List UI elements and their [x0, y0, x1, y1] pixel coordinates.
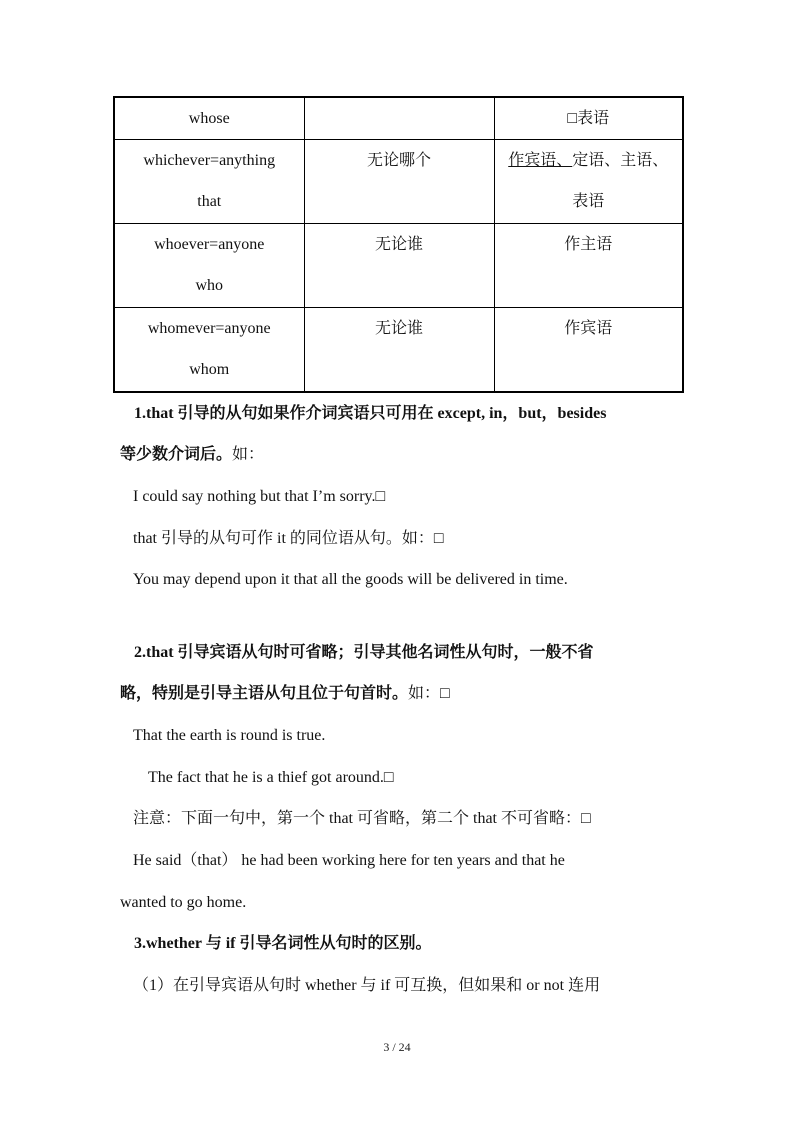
table-cell-meaning — [304, 97, 494, 140]
table-cell-word: whose — [114, 97, 304, 140]
section-2-heading-cont — [120, 682, 794, 706]
table-cell-meaning: 无论哪个 — [304, 140, 494, 224]
example-sentence: I could say nothing but that I’m sorry.□ — [133, 488, 386, 505]
table-row — [114, 97, 683, 140]
paragraph-text: （1）在引导宾语从句时 whether 与 if 可互换，但如果和 or not 连用 — [133, 977, 601, 994]
example-sentence: That the earth is round is true. — [133, 727, 326, 744]
section-3-heading: 3.whether 与 if 引导名词性从句时的区别。 — [134, 935, 432, 952]
section-2-heading: 2.that 引导宾语从句时可省略；引导其他名词性从句时，一般不省 — [134, 644, 594, 661]
heading-tail: 如： — [232, 446, 265, 463]
table-row — [114, 308, 683, 393]
table-cell-word: whomever=anyone whom — [114, 308, 304, 393]
cell-text: 定语、主语、 表语 — [572, 152, 669, 210]
example-sentence-cont: wanted to go home. — [120, 894, 247, 911]
table-cell-function: 作主语 — [494, 224, 683, 308]
table-row — [114, 140, 683, 224]
example-sentence: You may depend upon it that all the goods will be delivered in time. — [133, 571, 568, 588]
heading-tail: 如：□ — [408, 685, 450, 702]
table-cell-function: 作宾语 — [494, 308, 683, 393]
table-cell-word: whichever=anything that — [114, 140, 304, 224]
pronoun-table — [113, 96, 684, 393]
heading-text: 略，特别是引导主语从句且位于句首时。 — [120, 685, 409, 702]
underlined-text: 作宾语、 — [508, 152, 573, 169]
table-cell-meaning: 无论谁 — [304, 224, 494, 308]
table-cell-function: □表语 — [494, 97, 683, 140]
table-row — [114, 224, 683, 308]
heading-text: 等少数介词后。 — [120, 446, 233, 463]
note-text: 注意：下面一句中，第一个 that 可省略，第二个 that 不可省略：□ — [133, 810, 591, 827]
table-cell-function — [494, 140, 683, 224]
table-cell-word: whoever=anyone who — [114, 224, 304, 308]
page-number: 3 / 24 — [383, 1040, 411, 1054]
example-sentence: The fact that he is a thief got around.□ — [148, 769, 394, 786]
section-1-heading: 1.that 引导的从句如果作介词宾语只可用在 except, in，but，besides — [134, 405, 607, 422]
example-sentence: He said（that） he had been working here for ten years and that he — [133, 852, 565, 869]
note-text: that 引导的从句可作 it 的同位语从句。如：□ — [133, 530, 444, 547]
section-1-heading-cont — [120, 443, 794, 467]
table-cell-meaning: 无论谁 — [304, 308, 494, 393]
